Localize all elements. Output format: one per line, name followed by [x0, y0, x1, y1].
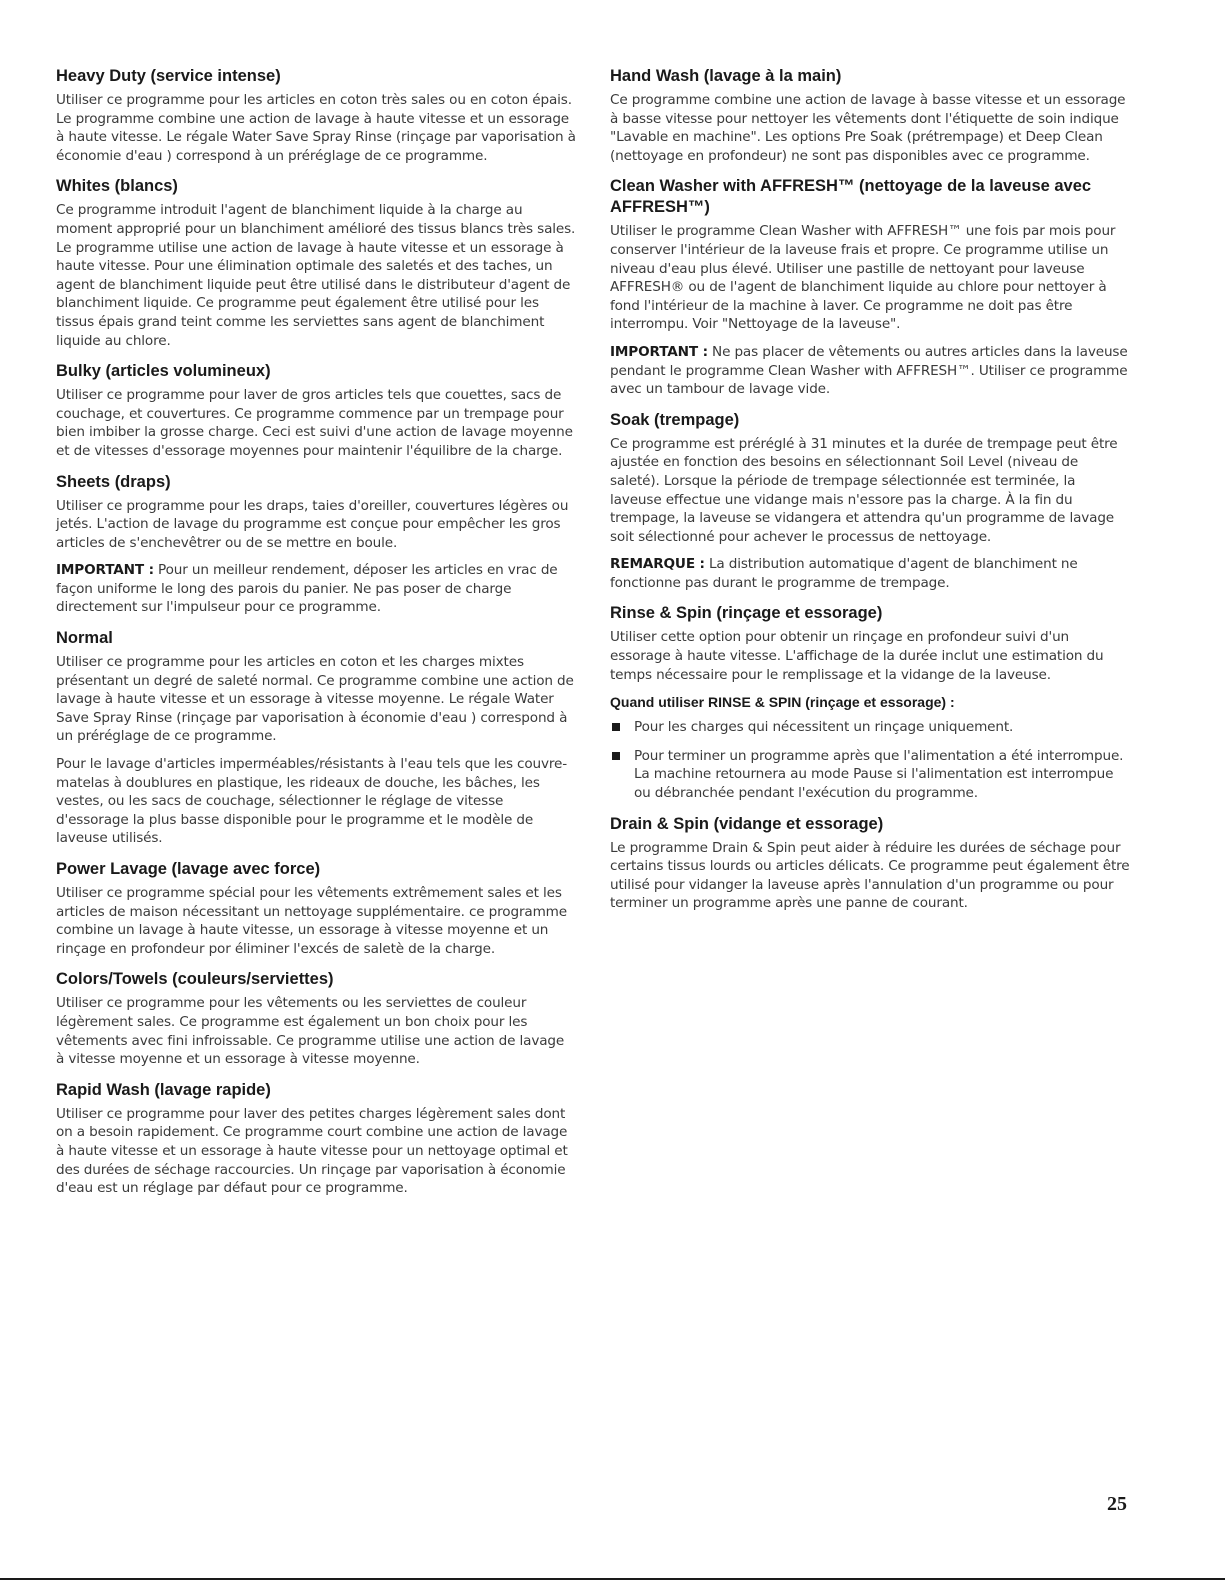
- section-title: Bulky (articles volumineux): [56, 362, 271, 381]
- note-label: IMPORTANT :: [56, 562, 154, 579]
- section-whites: [56, 176, 576, 350]
- section-paragraph: Utiliser ce programme pour les articles en coton et les charges mixtes présentant un degré de saleté normal. Ce programme combine une action de lavage à haute vitesse et un essorage à vitesse moyenne. Le régale Water Save Spray Rinse (rinçage par vaporisation à économie d'eau ) correspond à un préréglage de ce programme.: [56, 654, 574, 745]
- section-paragraph: Ce programme combine une action de lavage à basse vitesse et un essorage à basse vitesse pour nettoyer les vêtements dont l'étiquette de soin indique "Lavable en machine". Les options Pre Soak (prétrempage) et Deep Clean (nettoyage en profondeur) ne sont pas disponibles avec ce programme.: [610, 92, 1126, 164]
- section-hand-wash: [610, 66, 1130, 165]
- section-soak: [610, 410, 1130, 593]
- note-text: Ne pas placer de vêtements ou autres articles dans la laveuse pendant le programme Clean Washer with AFFRESH™. Utiliser ce programme avec un tambour de lavage vide.: [610, 343, 1128, 398]
- remarque-note: [610, 555, 1130, 592]
- square-bullet-icon: [612, 723, 620, 731]
- section-paragraph: Utiliser ce programme pour laver de gros articles tels que couettes, sacs de couchage, et couvertures. Ce programme commence par un trempage pour bien imbiber la grosse charge. Ceci est suivi d'une action de lavage moyenne et de vitesses d'essorage moyennes pour maintenir l'équilibre de la charge.: [56, 387, 573, 459]
- note-text: Pour un meilleur rendement, déposer les articles en vrac de façon uniforme le long des parois du panier. Ne pas poser de charge directement sur l'impulseur pour ce programme.: [56, 562, 558, 616]
- section-title: Rinse & Spin (rinçage et essorage): [610, 604, 883, 623]
- section-paragraph: Utiliser le programme Clean Washer with AFFRESH™ une fois par mois pour conserver l'intérieur de la laveuse frais et propre. Ce programme utilise un niveau d'eau plus élevé. Utiliser une pastille de nettoyant pour laveuse AFFRESH® ou de l'agent de blanchiment liquide au chlore pour nettoyer à fond l'intérieur de la machine à laver. Ce programme ne doit pas être interrompu. Voir "Nettoyage de la laveuse".: [610, 223, 1116, 333]
- section-drain-spin: [610, 814, 1130, 913]
- section-paragraph: Utiliser ce programme pour les articles en coton très sales ou en coton épais. Le programme combine une action de lavage à haute vitesse et un essorage à haute vitesse. Le régale Water Save Spray Rinse (rinçage par vaporisation à économie d'eau ) correspond à un préréglage de ce programme.: [56, 92, 576, 164]
- section-paragraph: Pour le lavage d'articles imperméables/résistants à l'eau tels que les couvre-matelas à doublures en plastique, les rideaux de douche, les bâches, les vestes, ou les sacs de couchage, sélectionner le réglage de vitesse d'essorage la plus basse disponible pour le programme et le modèle de laveuse utilisés.: [56, 756, 568, 847]
- left-column: [56, 66, 576, 1209]
- square-bullet-icon: [612, 752, 620, 760]
- section-paragraph: Ce programme introduit l'agent de blanchiment liquide à la charge au moment approprié pour un blanchiment amélioré des tissus blancs très sales. Le programme utilise une action de lavage à haute vitesse et un essorage à haute vitesse. Pour une élimination optimale des saletés et des taches, un agent de blanchiment liquide peut être utilisé dans le distributeur d'agent de blanchiment liquide. Ce programme peut également être utilisé pour les tissus épais grand teint comme les serviettes sans agent de blanchiment liquide au chlore.: [56, 202, 576, 349]
- bottom-divider: [0, 1578, 1225, 1580]
- subheading: Quand utiliser RINSE & SPIN (rinçage et essorage) :: [610, 694, 955, 711]
- section-paragraph: Utiliser cette option pour obtenir un rinçage en profondeur suivi d'un essorage à haute vitesse. L'affichage de la durée inclut une estimation du temps nécessaire pour le remplissage et la vidange de la laveuse.: [610, 629, 1104, 683]
- section-bulky: [56, 361, 576, 460]
- section-sheets: [56, 472, 576, 618]
- bullet-list: [610, 718, 1130, 802]
- section-title: Heavy Duty (service intense): [56, 67, 281, 85]
- list-item: [610, 747, 1130, 803]
- section-title: Clean Washer with AFFRESH™ (nettoyage de la laveuse avec AFFRESH™): [610, 177, 1092, 217]
- section-heavy-duty: [56, 66, 576, 165]
- section-title: Normal: [56, 629, 113, 648]
- important-note: [610, 343, 1130, 399]
- section-title: Colors/Towels (couleurs/serviettes): [56, 970, 334, 989]
- section-clean-washer: [610, 176, 1130, 398]
- list-item-text: Pour les charges qui nécessitent un rinçage uniquement.: [634, 719, 1014, 736]
- section-title: Drain & Spin (vidange et essorage): [610, 814, 884, 833]
- section-colors-towels: [56, 969, 576, 1068]
- section-paragraph: Ce programme est préréglé à 31 minutes et la durée de trempage peut être ajustée en fonction des besoins en sélectionnant Soil Level (niveau de saleté). Lorsque la période de trempage sélectionnée est terminée, la laveuse effectue une vidange mais n'essore pas la charge. À la fin du trempage, la laveuse se vidangera et attendra qu'un programme de lavage soit sélectionné pour achever le processus de nettoyage.: [610, 435, 1118, 545]
- note-text: La distribution automatique d'agent de blanchiment ne fonctionne pas durant le programme de trempage.: [610, 556, 1078, 591]
- section-paragraph: Utiliser ce programme spécial pour les vêtements extrêmement sales et les articles de maison nécessitant un nettoyage supplémentaire. ce programme combine un lavage à haute vitesse, un essorage à vitesse moyenne et un rinçage en profondeur por éliminer l'excés de saletè de la charge.: [56, 885, 567, 957]
- section-paragraph: Utiliser ce programme pour les draps, taies d'oreiller, couvertures légères ou jetés. L'action de lavage du programme est conçue pour empêcher les gros articles de s'enchevêtrer ou de se mettre en boule.: [56, 497, 569, 551]
- section-title: Sheets (draps): [56, 472, 171, 491]
- page-number: 25: [1107, 1493, 1127, 1515]
- section-title: Hand Wash (lavage à la main): [610, 67, 842, 85]
- section-paragraph: Le programme Drain & Spin peut aider à réduire les durées de séchage pour certains tissus lourds ou articles délicats. Ce programme peut également être utilisé pour vidanger la laveuse après l'annulation d'un programme ou pour terminer un programme après une panne de courant.: [610, 839, 1130, 912]
- section-normal: [56, 628, 576, 848]
- section-paragraph: Utiliser ce programme pour les vêtements ou les serviettes de couleur légèrement sales. Ce programme est également un bon choix pour les vêtements avec fini infroissable. Ce programme utilise une action de lavage à vitesse moyenne et un essorage à vitesse moyenne.: [56, 995, 565, 1068]
- section-title: Power Lavage (lavage avec force): [56, 860, 321, 878]
- section-title: Rapid Wash (lavage rapide): [56, 1080, 271, 1099]
- section-rapid-wash: [56, 1080, 576, 1198]
- section-paragraph: Utiliser ce programme pour laver des petites charges légèrement sales dont on a besoin rapidement. Ce programme court combine une action de lavage à haute vitesse et un essorage à haute vitesse pour un nettoyage optimal et des durées de séchage raccourcies. Un rinçage par vaporisation à économie d'eau est un réglage par défaut pour ce programme.: [56, 1105, 568, 1197]
- important-note: [56, 561, 576, 617]
- section-rinse-spin: [610, 603, 1130, 802]
- list-item-text: Pour terminer un programme après que l'alimentation a été interrompue. La machine retournera au mode Pause si l'alimentation est interrompue ou débranchée pendant l'exécution du programme.: [634, 747, 1124, 802]
- note-label: REMARQUE :: [610, 556, 705, 573]
- list-item: [610, 718, 1130, 737]
- section-title: Whites (blancs): [56, 177, 178, 196]
- section-power-lavage: [56, 859, 576, 958]
- section-title: Soak (trempage): [610, 410, 740, 429]
- right-column: [610, 66, 1130, 924]
- note-label: IMPORTANT :: [610, 343, 708, 360]
